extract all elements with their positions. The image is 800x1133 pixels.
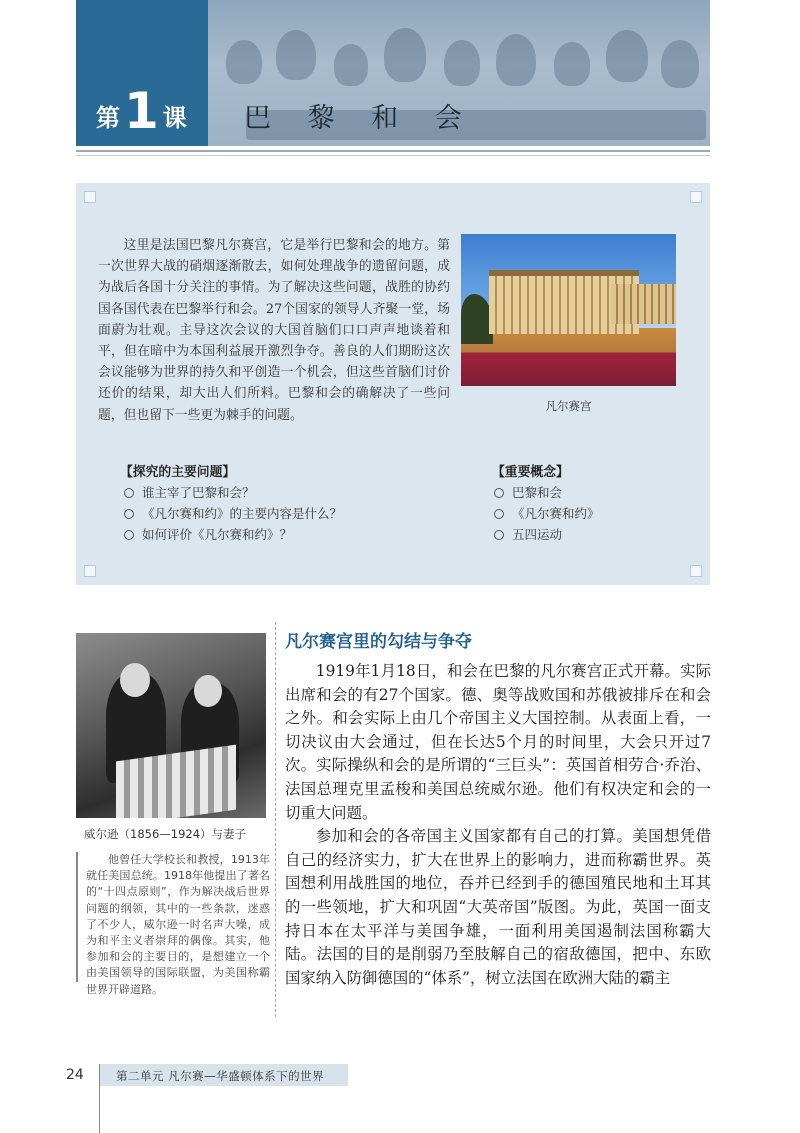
list-item [494, 503, 600, 524]
question-text: 如何评价《凡尔赛和约》？ [142, 527, 293, 543]
header-divider [76, 150, 710, 152]
lesson-number-digit: 1 [124, 82, 159, 140]
column-divider [275, 622, 277, 1017]
questions-heading: 【探究的主要问题】 [120, 465, 236, 480]
section-title: 凡尔赛宫里的勾结与争夺 [285, 632, 472, 652]
intro-panel [76, 183, 710, 585]
lesson-number [96, 82, 187, 140]
question-text: 谁主宰了巴黎和会？ [142, 485, 255, 500]
concept-text: 《凡尔赛和约》 [512, 506, 600, 522]
sidebar-rule [76, 852, 78, 982]
face-shape [120, 663, 150, 697]
circle-bullet-icon [494, 488, 504, 498]
circle-bullet-icon [494, 509, 504, 519]
intro-paragraph: 这里是法国巴黎凡尔赛宫，它是举行巴黎和会的地方。第一次世界大战的硝烟逐渐散去，如何处理战争的遗留问题，成为战后各国十分关注的事情。为了解决这些问题，战胜的协约国各国代表在巴黎举行和会。27个国家的领导人齐聚一堂，场面蔚为壮观。主导这次会议的大国首脑们口口声声地谈着和平，但在暗中为本国利益展开激烈争夺。善良的人们期盼这次会议能够为世界的持久和平创造一个机会，但这些首脑们讨价还价的结果，却大出人们所料。巴黎和会的确解决了一些问题，但也留下一些更为棘手的问题。 [98, 238, 450, 423]
circle-bullet-icon [124, 530, 134, 540]
lesson-header [76, 0, 710, 146]
concept-text: 巴黎和会 [512, 485, 563, 500]
paragraph: 1919年1月18日，和会在巴黎的凡尔赛宫正式开幕。实际出席和会的有27个国家。德、奥等战败国和苏俄被排斥在和会之外。和会实际上由几个帝国主义大国控制。从表面上看，一切决议由大会通过，但在长达5个月的时间里，大会只开过7次。实际操纵和会的是所谓的“三巨头”：英国首相劳合·乔治、法国总理克里孟梭和美国总统威尔逊。他们有权决定和会的一切重大问题。 [285, 662, 711, 822]
sidebar-note: 他曾任大学校长和教授，1913年就任美国总统。1918年他提出了著名的“十四点原则”，作为解决战后世界问题的纲领，其中的一些条款，迷惑了不少人，威尔逊一时名声大噪，成为和平主义者崇拜的偶像。其实，他参加和会的主要目的，是想建立一个由美国领导的国际联盟，为美国称霸世界开辟道路。 [86, 853, 270, 996]
list-item [494, 524, 600, 545]
wilson-photo [76, 633, 266, 818]
list-item [124, 503, 342, 524]
header-divider-thin [76, 155, 710, 156]
corner-mark [84, 565, 96, 577]
unit-title: 第二单元 凡尔赛—华盛顿体系下的世界 [116, 1069, 325, 1083]
body-text [285, 660, 711, 990]
lesson-number-box [76, 0, 208, 146]
list-item [494, 482, 600, 503]
wilson-caption: 威尔逊（1856—1924）与妻子 [84, 827, 247, 841]
list-item [124, 482, 342, 503]
paragraph: 参加和会的各帝国主义国家都有自己的打算。美国想凭借自己的经济实力，扩大在世界上的影响力，进而称霸世界。英国想利用战胜国的地位，吞并已经到手的德国殖民地和土耳其的一些领地，扩大和巩固“大英帝国”版图。为此，英国一面支持日本在太平洋与美国争雄，一面利用美国遏制法国称霸大陆。法国的目的是削弱乃至肢解自己的宿敌德国，把中、东欧国家纳入防御德国的“体系”，树立法国在欧洲大陆的霸主 [285, 827, 711, 987]
circle-bullet-icon [124, 509, 134, 519]
versailles-caption: 凡尔赛宫 [545, 399, 592, 413]
corner-mark [84, 191, 96, 203]
lesson-suffix: 课 [162, 104, 187, 132]
circle-bullet-icon [494, 530, 504, 540]
lesson-title: 巴 黎 和 会 [244, 103, 476, 134]
questions-list [124, 482, 342, 546]
corner-mark [690, 565, 702, 577]
concepts-list [494, 482, 600, 546]
corner-mark [690, 191, 702, 203]
question-text: 《凡尔赛和约》的主要内容是什么？ [142, 506, 343, 522]
palace-wing [611, 284, 676, 324]
lesson-prefix: 第 [96, 104, 120, 132]
concepts-heading: 【重要概念】 [492, 465, 569, 480]
face-shape [194, 675, 222, 707]
concept-text: 五四运动 [512, 527, 563, 543]
list-item [124, 524, 342, 545]
circle-bullet-icon [124, 488, 134, 498]
versailles-photo [461, 234, 676, 386]
page-number: 24 [66, 1067, 84, 1083]
